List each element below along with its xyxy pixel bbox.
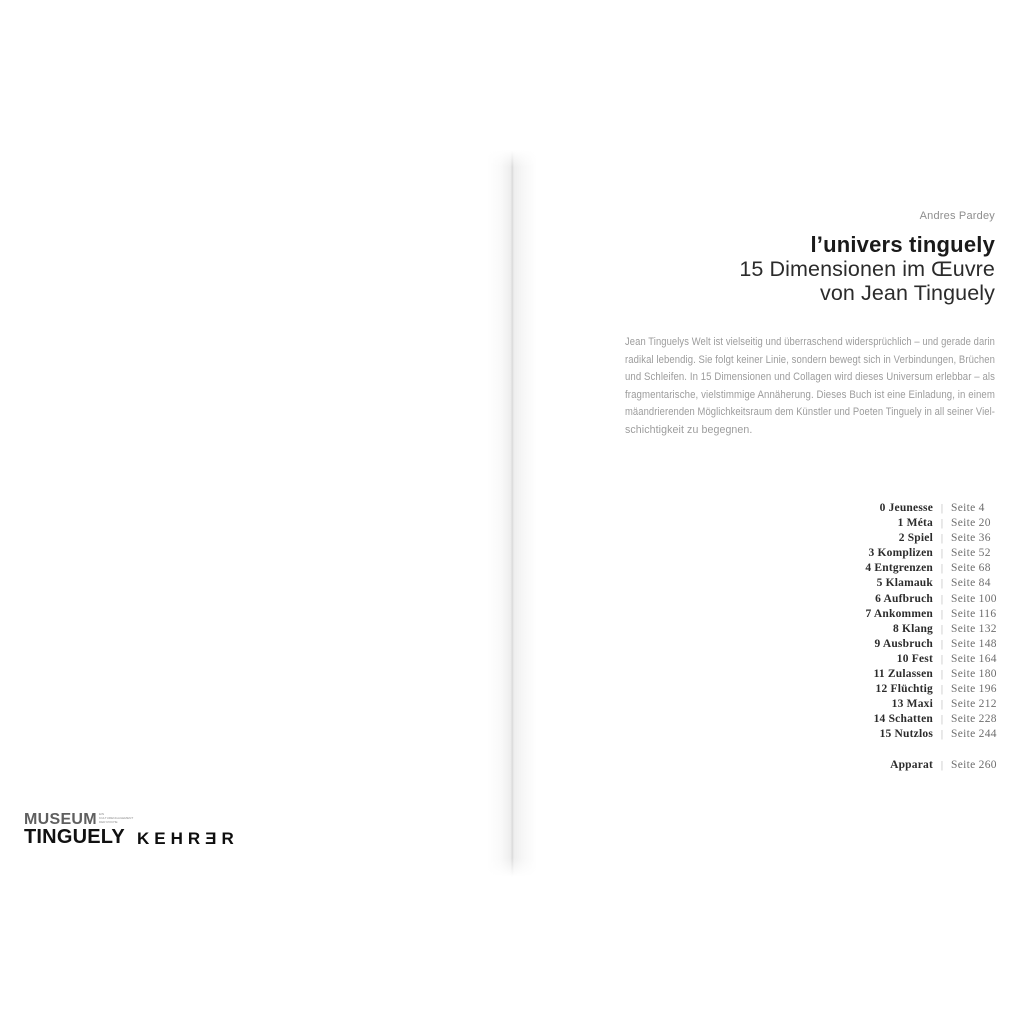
toc-entry-page: Seite 52 [951, 547, 991, 560]
toc-row [770, 759, 997, 774]
toc-entry-page: Seite 84 [951, 577, 991, 590]
intro-line: Jean Tinguelys Welt ist vielseitig und überraschend widersprüchlich – und gerade darin [625, 336, 995, 348]
toc-entry-page: Seite 196 [951, 683, 997, 696]
toc-separator: | [940, 547, 944, 560]
museum-logo-word: MUSEUM [24, 811, 97, 828]
toc-entry-label: 4 Entgrenzen [865, 562, 933, 575]
toc-row [770, 668, 997, 683]
toc-entry-label: 2 Spiel [898, 532, 933, 545]
toc-separator: | [940, 637, 944, 650]
toc-row [770, 532, 997, 547]
toc-row [770, 608, 997, 623]
toc-row [770, 698, 997, 713]
museum-tinguely-logo [24, 812, 154, 847]
toc-row [770, 593, 997, 608]
toc-entry-page: Seite 148 [951, 637, 997, 650]
toc-row [770, 638, 997, 653]
toc-entry-label: 5 Klamauk [876, 577, 933, 590]
toc-separator: | [940, 728, 944, 741]
toc-separator: | [940, 577, 944, 590]
toc-entry-page: Seite 36 [951, 532, 991, 545]
toc-separator: | [940, 562, 944, 575]
toc-separator: | [940, 502, 944, 514]
intro-line: radikal lebendig. Sie folgt keiner Linie, sondern bewegt sich in Verbindungen, Brüchen [625, 353, 995, 366]
toc-row [770, 577, 997, 592]
toc-row [770, 713, 997, 728]
toc-separator: | [940, 758, 944, 771]
toc-entry-label: 14 Schatten [873, 713, 933, 726]
toc-entry-page: Seite 116 [951, 607, 997, 620]
toc-entry-label: 7 Ankommen [865, 607, 933, 620]
author-name: Andres Pardey [919, 210, 995, 222]
intro-line: fragmentarische, vielstimmige Annäherung. Dieses Buch ist eine Einladung, in einem [625, 388, 995, 401]
toc-separator: | [940, 652, 944, 665]
toc-row [770, 547, 997, 562]
toc-separator: | [940, 683, 944, 696]
toc-entry-label: 12 Flüchtig [875, 683, 933, 696]
tinguely-logo-word: TINGUELY [24, 826, 125, 848]
heading-block [739, 209, 995, 305]
toc-entry-page: Seite 68 [951, 562, 991, 575]
toc-entry-label: 9 Ausbruch [874, 637, 933, 650]
book-subtitle-line-1: 15 Dimensionen im Œuvre [739, 257, 995, 281]
toc-row [770, 653, 997, 668]
intro-line: und Schleifen. In 15 Dimensionen und Collagen wird dieses Universum erlebbar – als [625, 371, 995, 383]
toc-entry-page: Seite 244 [951, 728, 997, 741]
gutter-fade-top [480, 147, 544, 167]
toc-entry-label: 11 Zulassen [873, 668, 933, 681]
museum-logo-fineprint: EIN KULTURENGAGEMENT DER ROCHE [98, 812, 134, 825]
toc-entry-page: Seite 20 [951, 517, 991, 530]
toc-row [770, 562, 997, 577]
intro-paragraph [625, 332, 995, 437]
intro-line: mäandrierenden Möglichkeitsraum dem Künstler und Poeten Tinguely in all seiner Viel- [625, 406, 995, 418]
toc-row [770, 502, 997, 517]
toc-entry-page: Seite 228 [951, 713, 997, 726]
toc-entry-label: 15 Nutzlos [879, 728, 933, 741]
book-title: l’univers tinguely [810, 232, 995, 257]
toc-row [770, 623, 997, 638]
toc-entry-page: Seite 100 [951, 592, 997, 605]
toc-separator: | [940, 668, 944, 681]
toc-entry-label: 6 Aufbruch [875, 592, 933, 605]
toc-separator: | [940, 607, 944, 620]
toc-entry-label: Apparat [890, 758, 933, 771]
toc-entry-page: Seite 164 [951, 652, 997, 665]
toc-separator: | [940, 517, 944, 530]
toc [770, 502, 997, 774]
kehrer-publisher-logo: KEHRƎR [137, 829, 239, 848]
page-gutter-shadow [487, 149, 537, 879]
book-subtitle-line-2: von Jean Tinguely [819, 281, 995, 305]
toc-entry-page: Seite 260 [951, 758, 997, 771]
gutter-fade-bottom [480, 858, 544, 880]
intro-line: schichtigkeit zu begegnen. [625, 423, 753, 436]
toc-entry-label: 1 Méta [897, 517, 933, 530]
toc-separator: | [940, 713, 944, 726]
toc-entry-label: 0 Jeunesse [879, 502, 933, 514]
toc-row [770, 517, 997, 532]
toc-separator: | [940, 698, 944, 711]
toc-separator: | [940, 622, 944, 635]
toc-entry-page: Seite 4 [951, 502, 985, 514]
toc-row [770, 728, 997, 743]
toc-entry-page: Seite 212 [951, 698, 997, 711]
toc-entry-page: Seite 180 [951, 668, 997, 681]
toc-row [770, 683, 997, 698]
toc-entry-label: 10 Fest [896, 652, 933, 665]
toc-separator: | [940, 592, 944, 605]
toc-entry-label: 8 Klang [892, 622, 933, 635]
toc-entry-page: Seite 132 [951, 622, 997, 635]
toc-entry-label: 13 Maxi [891, 698, 933, 711]
toc-separator: | [940, 532, 944, 545]
toc-entry-label: 3 Komplizen [868, 547, 933, 560]
